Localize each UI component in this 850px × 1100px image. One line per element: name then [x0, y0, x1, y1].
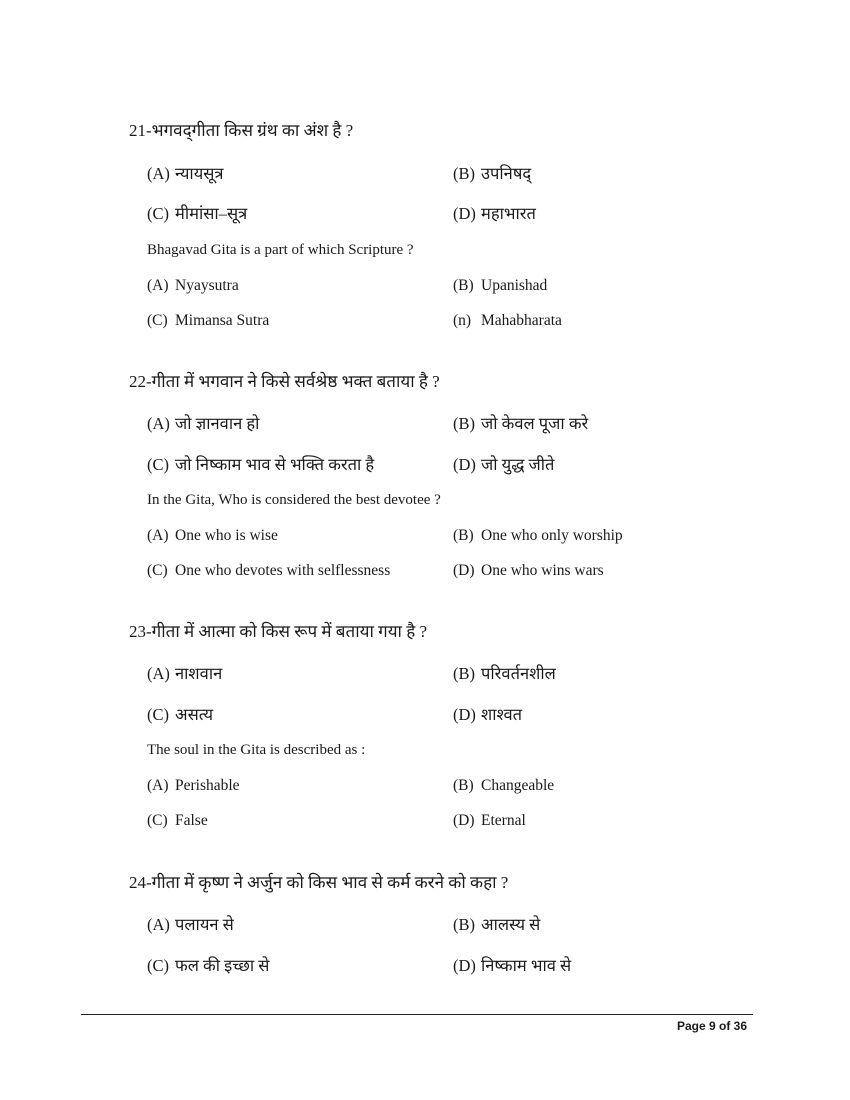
- question-23-english: The soul in the Gita is described as :: [147, 742, 366, 758]
- q23-hi-option-c: (C) असत्य: [147, 705, 214, 724]
- q21-en-option-b: (B) Upanishad: [453, 277, 548, 294]
- q24-hi-option-a: (A) पलायन से: [147, 915, 234, 934]
- q21-en-option-a: (A) Nyaysutra: [147, 277, 239, 294]
- q22-en-option-a: (A) One who is wise: [147, 527, 278, 544]
- q23-hi-option-b: (B) परिवर्तनशील: [453, 664, 556, 683]
- q23-hi-option-a: (A) नाशवान: [147, 664, 223, 683]
- q21-hi-option-c: (C) मीमांसा–सूत्र: [147, 204, 248, 223]
- q23-en-option-b: (B) Changeable: [453, 777, 555, 794]
- q23-hi-option-d: (D) शाश्वत: [453, 705, 523, 724]
- q24-hi-option-b: (B) आलस्य से: [453, 915, 541, 934]
- q24-hi-option-c: (C) फल की इच्छा से: [147, 956, 270, 975]
- q22-en-option-d: (D) One who wins wars: [453, 562, 604, 579]
- q22-en-option-b: (B) One who only worship: [453, 527, 623, 544]
- question-21-hindi: 21-भगवद्‌गीता किस ग्रंथ का अंश है ?: [129, 121, 354, 140]
- q23-en-option-c: (C) False: [147, 812, 208, 829]
- footer-divider: [81, 1014, 753, 1015]
- question-23-hindi: 23-गीता में आत्मा को किस रूप में बताया गया है ?: [129, 622, 428, 641]
- q24-hi-option-d: (D) निष्काम भाव से: [453, 956, 572, 975]
- q21-hi-option-b: (B) उपनिषद्: [453, 164, 532, 183]
- question-22-hindi: 22-गीता में भगवान ने किसे सर्वश्रेष्ठ भक्त बताया है ?: [129, 372, 440, 391]
- q21-hi-option-a: (A) न्यायसूत्र: [147, 164, 224, 183]
- q23-en-option-d: (D) Eternal: [453, 812, 526, 829]
- q22-hi-option-b: (B) जो केवल पूजा करे: [453, 414, 589, 433]
- q21-en-option-d: (n) Mahabharata: [453, 312, 562, 329]
- q22-hi-option-a: (A) जो ज्ञानवान हो: [147, 414, 260, 433]
- q22-en-option-c: (C) One who devotes with selflessness: [147, 562, 391, 579]
- q23-en-option-a: (A) Perishable: [147, 777, 240, 794]
- q22-hi-option-d: (D) जो युद्ध जीते: [453, 455, 555, 474]
- q21-hi-option-d: (D) महाभारत: [453, 204, 536, 223]
- page-number: Page 9 of 36: [677, 1019, 748, 1033]
- q22-hi-option-c: (C) जो निष्काम भाव से भक्ति करता है: [147, 455, 375, 474]
- question-21-english: Bhagavad Gita is a part of which Scripture ?: [147, 242, 414, 258]
- question-24-hindi: 24-गीता में कृष्ण ने अर्जुन को किस भाव से कर्म करने को कहा ?: [129, 873, 509, 892]
- q21-en-option-c: (C) Mimansa Sutra: [147, 312, 270, 329]
- question-22-english: In the Gita, Who is considered the best devotee ?: [147, 492, 441, 508]
